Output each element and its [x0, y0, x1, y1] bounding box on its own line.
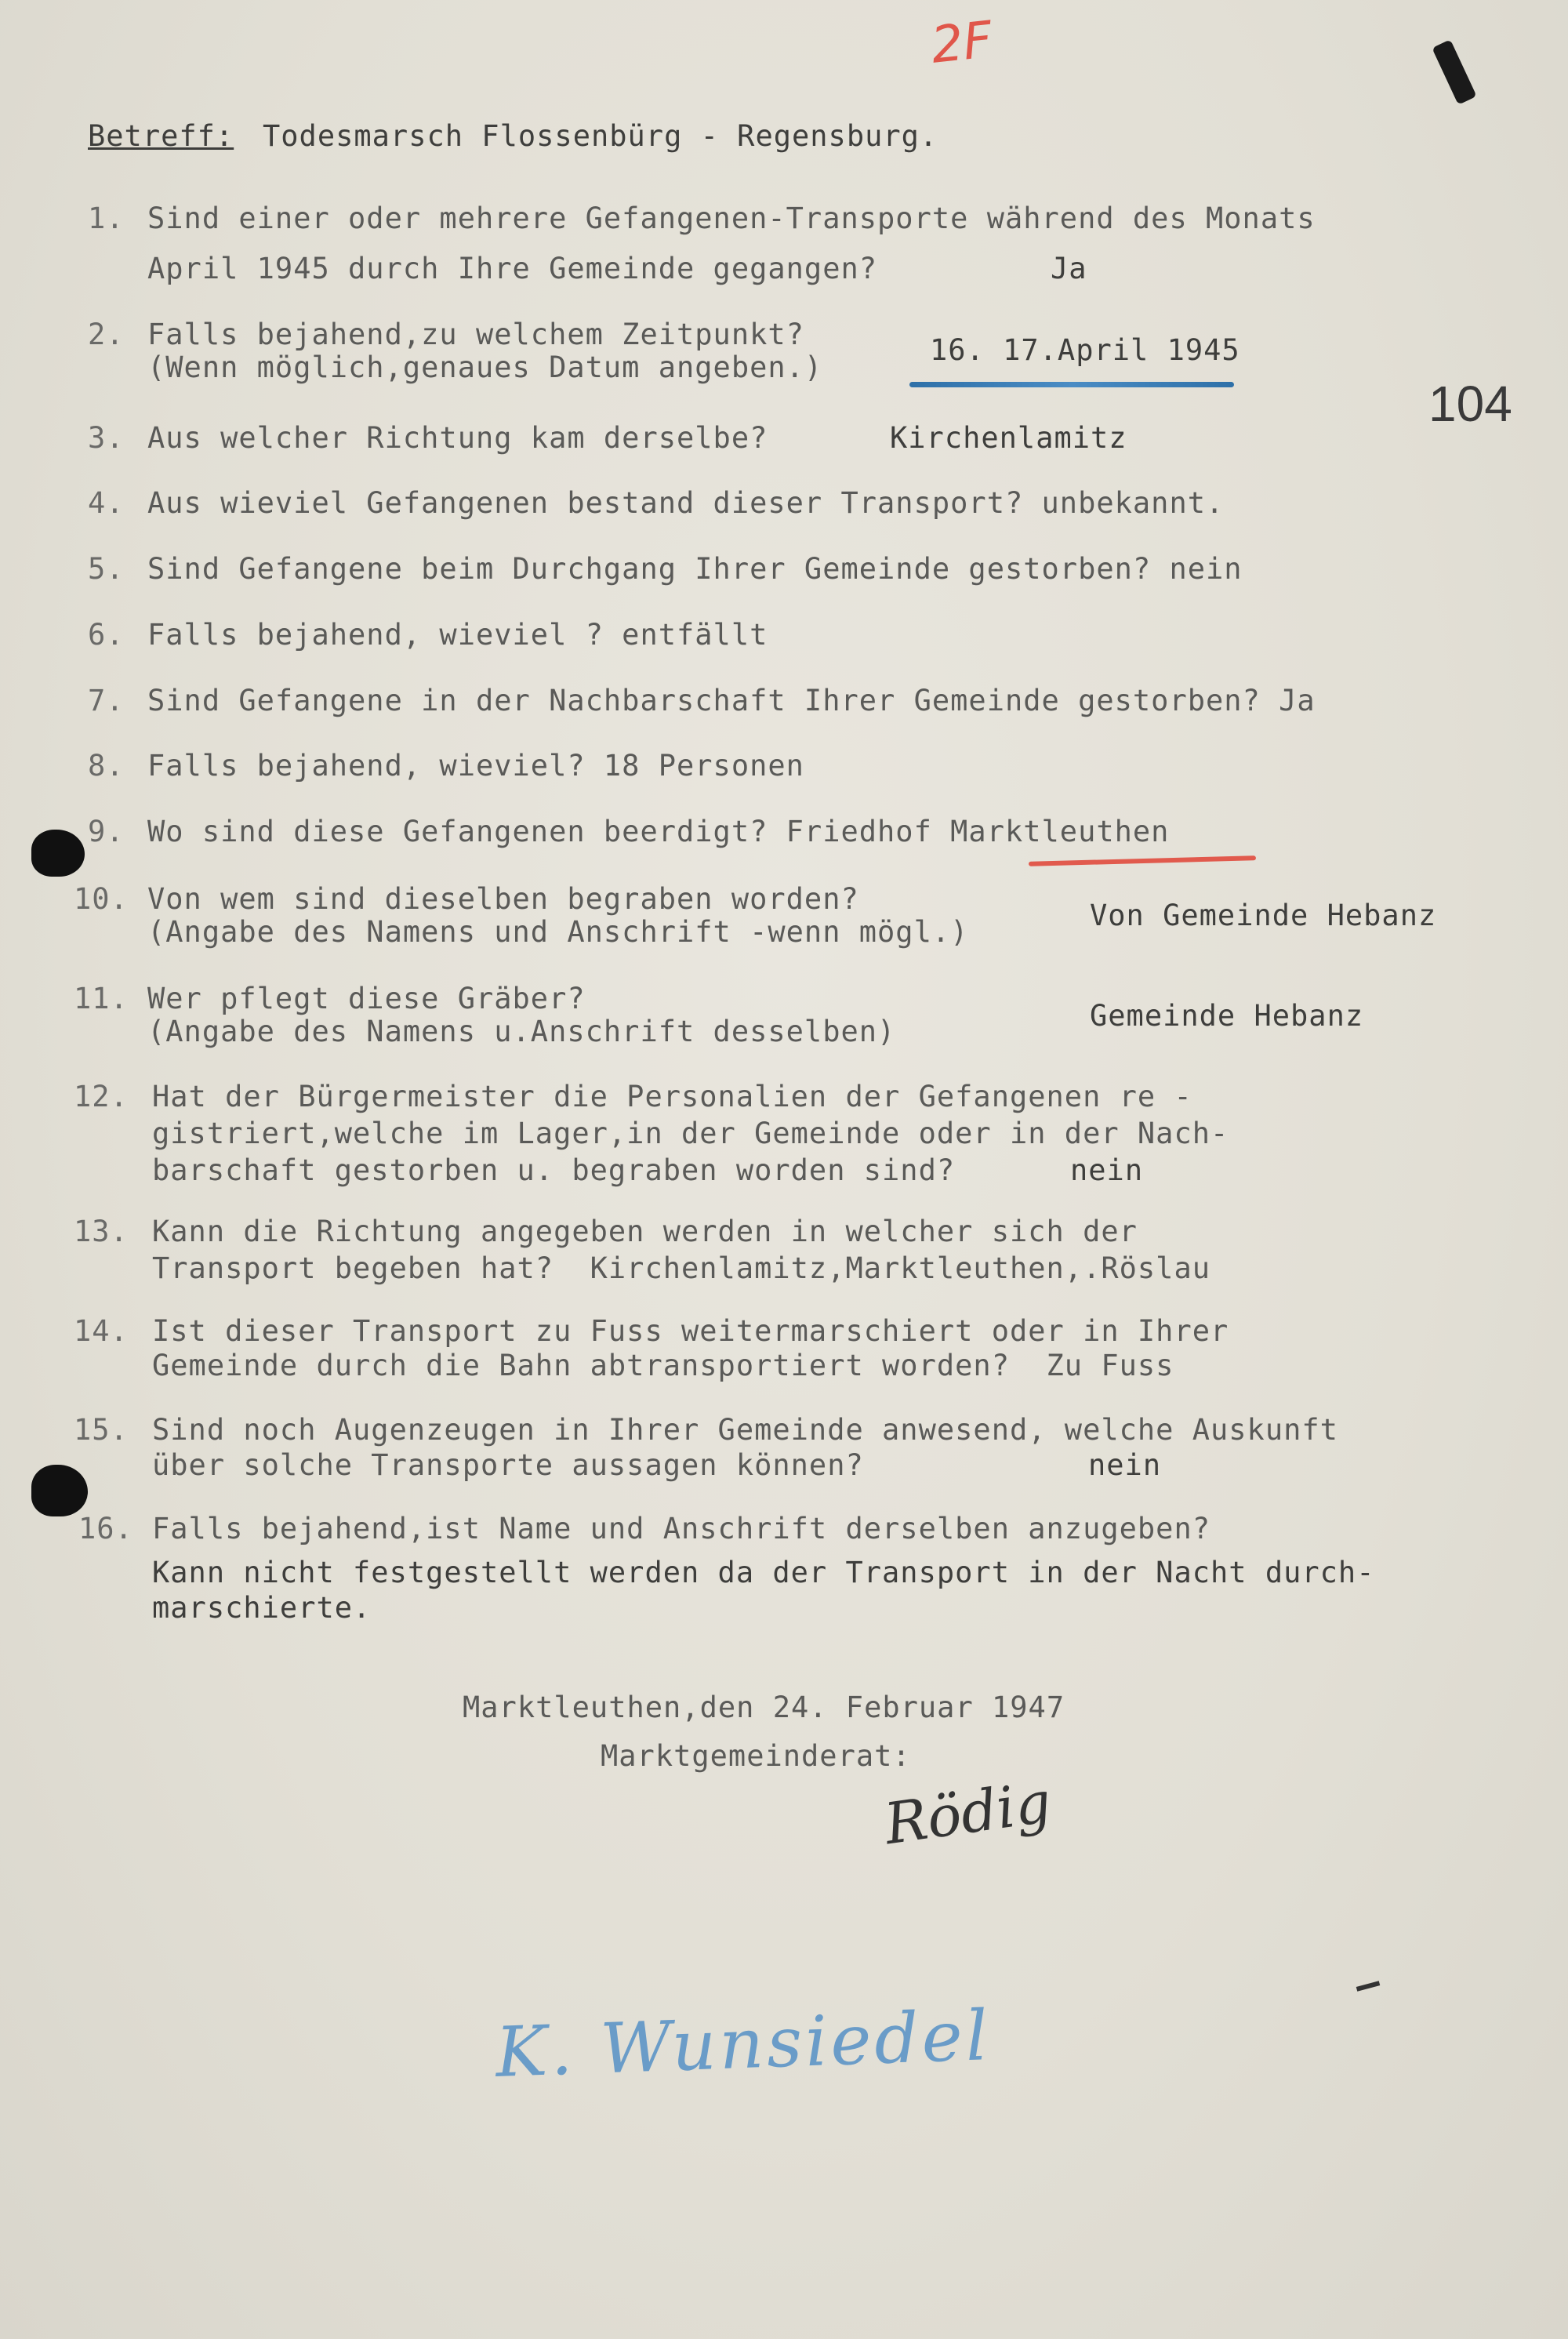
q1-text-line1: Sind einer oder mehrere Gefangenen-Transporte während des Monats: [147, 202, 1316, 235]
q4-text: Aus wieviel Gefangenen bestand dieser Transport? unbekannt.: [147, 486, 1225, 520]
closing-council: Marktgemeinderat:: [601, 1739, 911, 1773]
q12-text-line2: gistriert,welche im Lager,in der Gemeinde oder in der Nach-: [152, 1117, 1229, 1150]
q6-text: Falls bejahend, wieviel ? entfällt: [147, 618, 768, 652]
q12-answer: nein: [1070, 1153, 1144, 1187]
q9-text: Wo sind diese Gefangenen beerdigt? Friedhof Marktleuthen: [147, 815, 1170, 848]
q10-text-line2: (Angabe des Namens und Anschrift -wenn mögl.): [147, 915, 969, 949]
closing-place-date: Marktleuthen,den 24. Februar 1947: [463, 1691, 1065, 1724]
q11-answer: Gemeinde Hebanz: [1090, 999, 1364, 1033]
q12-text-line1: Hat der Bürgermeister die Personalien der Gefangenen re -: [152, 1080, 1192, 1113]
q4-number: 4.: [88, 486, 125, 520]
q16-answer-line1: Kann nicht festgestellt werden da der Transport in der Nacht durch-: [152, 1556, 1375, 1589]
q2-text-line1: Falls bejahend,zu welchem Zeitpunkt?: [147, 318, 804, 351]
page-mark-handwritten: 2F: [928, 11, 996, 75]
stray-ink-mark: [1356, 1981, 1381, 1992]
q8-number: 8.: [88, 749, 125, 783]
red-pencil-underline: [1029, 855, 1256, 866]
q10-answer: Von Gemeinde Hebanz: [1090, 899, 1437, 932]
punch-hole-ink-blot-1: [31, 830, 85, 877]
q14-text-line2: Gemeinde durch die Bahn abtransportiert worden? Zu Fuss: [152, 1349, 1174, 1382]
handwritten-blue-note: K. Wunsiedel: [494, 1995, 993, 2093]
q1-number: 1.: [88, 202, 125, 235]
q13-text-line1: Kann die Richtung angegeben werden in welcher sich der: [152, 1215, 1138, 1248]
q15-number: 15.: [74, 1413, 129, 1447]
q12-number: 12.: [74, 1080, 129, 1113]
corner-ink-mark: [1432, 39, 1476, 104]
q13-text-line2: Transport begeben hat? Kirchenlamitz,Marktleuthen,.Röslau: [152, 1251, 1211, 1285]
q1-text-line2: April 1945 durch Ihre Gemeinde gegangen?: [147, 252, 878, 285]
q14-text-line1: Ist dieser Transport zu Fuss weitermarschiert oder in Ihrer: [152, 1314, 1229, 1348]
q10-text-line1: Von wem sind dieselben begraben worden?: [147, 882, 859, 916]
q5-number: 5.: [88, 552, 125, 586]
blue-pencil-underline: [909, 382, 1234, 387]
q15-answer: nein: [1088, 1448, 1162, 1482]
q8-text: Falls bejahend, wieviel? 18 Personen: [147, 749, 804, 783]
q6-number: 6.: [88, 618, 125, 652]
q9-number: 9.: [88, 815, 125, 848]
q1-answer: Ja: [1051, 252, 1087, 285]
q15-text-line2: über solche Transporte aussagen können?: [152, 1448, 864, 1482]
q11-text-line2: (Angabe des Namens u.Anschrift desselben): [147, 1015, 896, 1048]
subject-label: Betreff:: [88, 119, 234, 153]
q2-answer: 16. 17.April 1945: [930, 333, 1240, 367]
q16-number: 16.: [78, 1512, 133, 1545]
q7-number: 7.: [88, 684, 125, 717]
q13-number: 13.: [74, 1215, 129, 1248]
page-number: 104: [1428, 376, 1512, 432]
q12-text-line3: barschaft gestorben u. begraben worden sind?: [152, 1153, 956, 1187]
q11-text-line1: Wer pflegt diese Gräber?: [147, 982, 586, 1015]
q15-text-line1: Sind noch Augenzeugen in Ihrer Gemeinde anwesend, welche Auskunft: [152, 1413, 1338, 1447]
q14-number: 14.: [74, 1314, 129, 1348]
q5-text: Sind Gefangene beim Durchgang Ihrer Gemeinde gestorben? nein: [147, 552, 1243, 586]
q10-number: 10.: [74, 882, 129, 916]
signature: Rödig: [880, 1768, 1055, 1858]
q16-answer-line2: marschierte.: [152, 1591, 372, 1625]
q16-text-line1: Falls bejahend,ist Name und Anschrift derselben anzugeben?: [152, 1512, 1211, 1545]
q3-number: 3.: [88, 421, 125, 455]
q7-text: Sind Gefangene in der Nachbarschaft Ihrer Gemeinde gestorben? Ja: [147, 684, 1316, 717]
q11-number: 11.: [74, 982, 129, 1015]
q2-number: 2.: [88, 318, 125, 351]
q3-text: Aus welcher Richtung kam derselbe?: [147, 421, 768, 455]
q2-text-line2: (Wenn möglich,genaues Datum angeben.): [147, 350, 823, 384]
subject-text: Todesmarsch Flossenbürg - Regensburg.: [263, 119, 938, 153]
q3-answer: Kirchenlamitz: [890, 421, 1127, 455]
